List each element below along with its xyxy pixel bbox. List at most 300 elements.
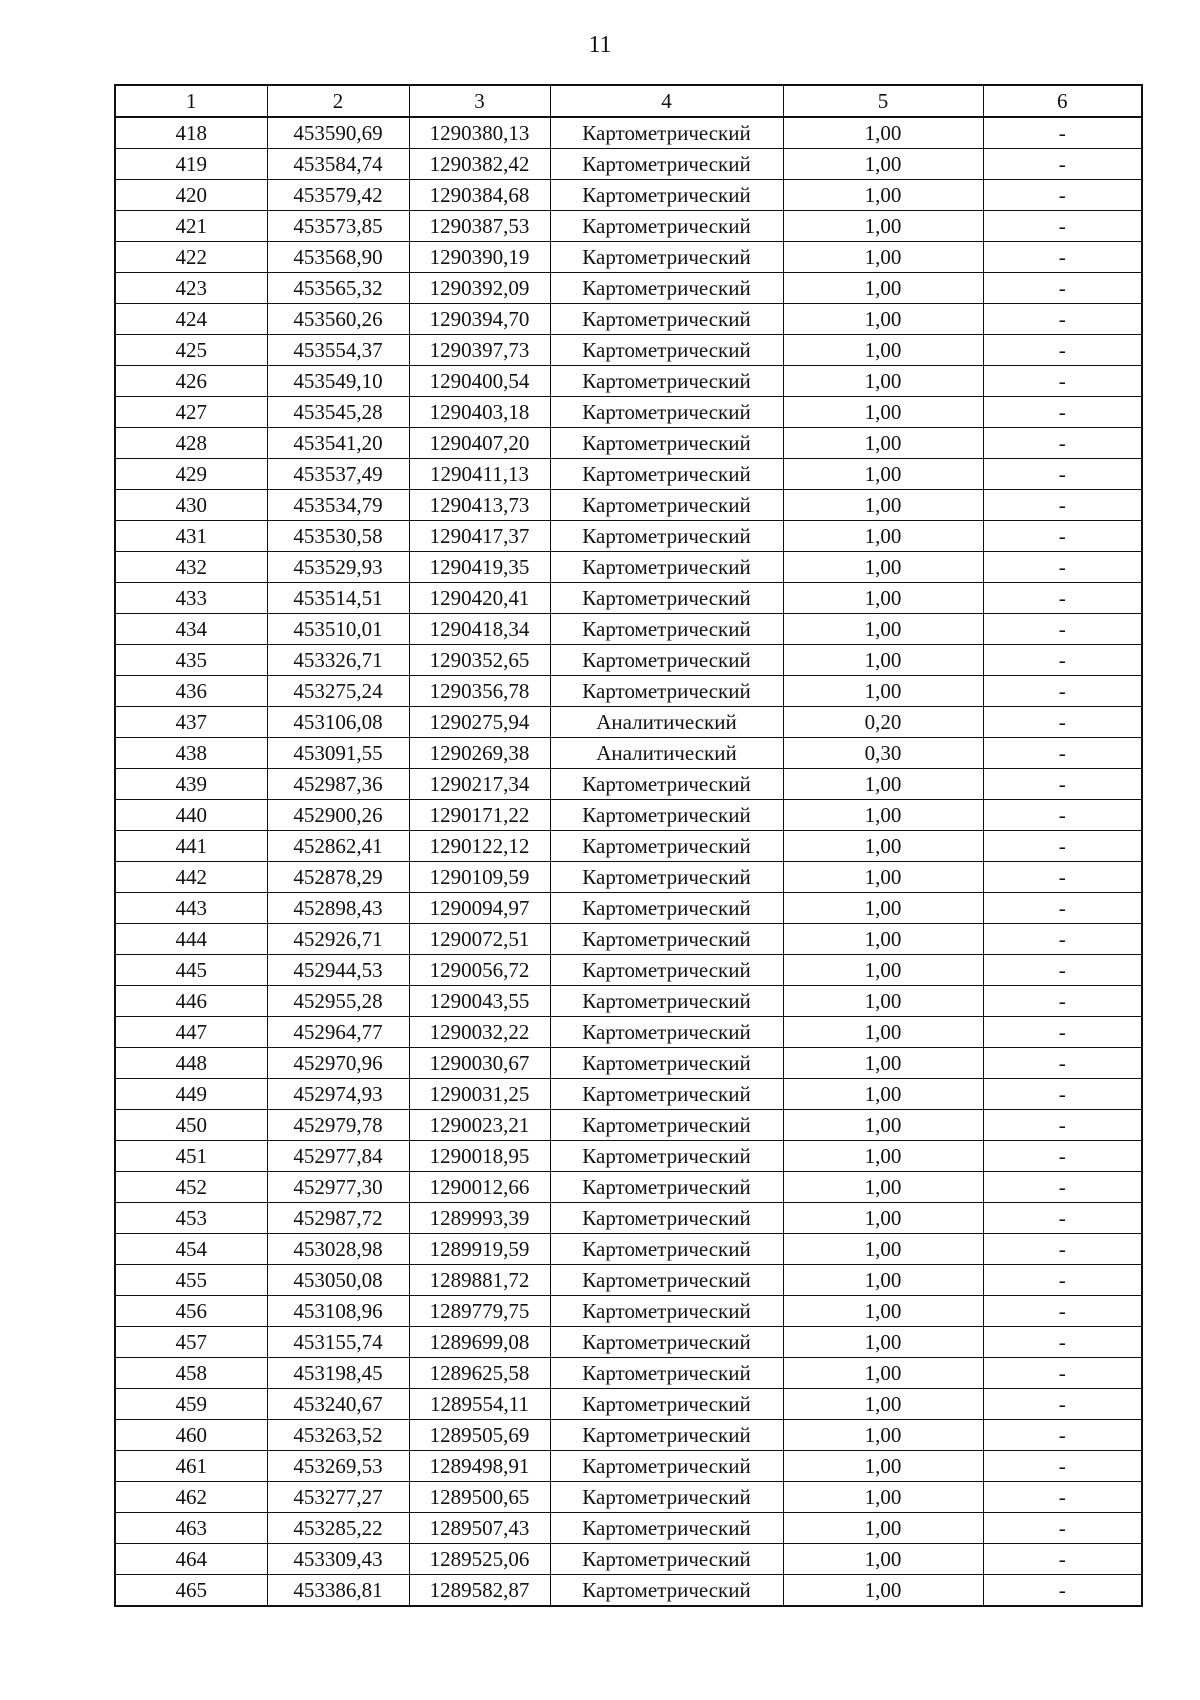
y-coordinate-cell: 1290018,95 [409,1141,550,1172]
x-coordinate-cell: 452979,78 [267,1110,409,1141]
x-coordinate-cell: 452974,93 [267,1079,409,1110]
header-row [115,85,1142,117]
note-cell: - [983,1420,1142,1451]
accuracy-cell: 1,00 [783,1296,983,1327]
table-row [115,552,1142,583]
x-coordinate-cell: 452944,53 [267,955,409,986]
table-row [115,242,1142,273]
note-cell: - [983,1358,1142,1389]
method-cell: Картометрический [550,1141,783,1172]
y-coordinate-cell: 1290356,78 [409,676,550,707]
accuracy-cell: 1,00 [783,769,983,800]
point-number-cell: 462 [115,1482,267,1513]
point-number-cell: 434 [115,614,267,645]
table-row [115,1389,1142,1420]
accuracy-cell: 1,00 [783,117,983,149]
note-cell: - [983,211,1142,242]
method-cell: Картометрический [550,1389,783,1420]
accuracy-cell: 1,00 [783,1327,983,1358]
table-row [115,800,1142,831]
point-number-cell: 425 [115,335,267,366]
point-number-cell: 437 [115,707,267,738]
x-coordinate-cell: 452862,41 [267,831,409,862]
x-coordinate-cell: 452898,43 [267,893,409,924]
accuracy-cell: 1,00 [783,1420,983,1451]
note-cell: - [983,1203,1142,1234]
point-number-cell: 431 [115,521,267,552]
note-cell: - [983,1172,1142,1203]
accuracy-cell: 1,00 [783,645,983,676]
point-number-cell: 455 [115,1265,267,1296]
point-number-cell: 459 [115,1389,267,1420]
accuracy-cell: 1,00 [783,552,983,583]
point-number-cell: 426 [115,366,267,397]
point-number-cell: 419 [115,149,267,180]
method-cell: Картометрический [550,397,783,428]
accuracy-cell: 1,00 [783,1203,983,1234]
accuracy-cell: 1,00 [783,1172,983,1203]
accuracy-cell: 1,00 [783,1544,983,1575]
point-number-cell: 442 [115,862,267,893]
x-coordinate-cell: 453510,01 [267,614,409,645]
method-cell: Картометрический [550,1327,783,1358]
point-number-cell: 422 [115,242,267,273]
note-cell: - [983,955,1142,986]
method-cell: Картометрический [550,459,783,490]
note-cell: - [983,1265,1142,1296]
method-cell: Картометрический [550,180,783,211]
x-coordinate-cell: 453106,08 [267,707,409,738]
y-coordinate-cell: 1290030,67 [409,1048,550,1079]
x-coordinate-cell: 453529,93 [267,552,409,583]
point-number-cell: 447 [115,1017,267,1048]
x-coordinate-cell: 452970,96 [267,1048,409,1079]
x-coordinate-cell: 452964,77 [267,1017,409,1048]
accuracy-cell: 1,00 [783,428,983,459]
table-header [115,85,1142,117]
method-cell: Картометрический [550,862,783,893]
y-coordinate-cell: 1290109,59 [409,862,550,893]
table-row [115,614,1142,645]
y-coordinate-cell: 1289525,06 [409,1544,550,1575]
accuracy-cell: 1,00 [783,273,983,304]
note-cell: - [983,521,1142,552]
accuracy-cell: 1,00 [783,1234,983,1265]
table-row [115,1327,1142,1358]
method-cell: Картометрический [550,1172,783,1203]
point-number-cell: 420 [115,180,267,211]
x-coordinate-cell: 452926,71 [267,924,409,955]
y-coordinate-cell: 1290171,22 [409,800,550,831]
y-coordinate-cell: 1290417,37 [409,521,550,552]
x-coordinate-cell: 452900,26 [267,800,409,831]
y-coordinate-cell: 1290394,70 [409,304,550,335]
table-row [115,1234,1142,1265]
accuracy-cell: 1,00 [783,676,983,707]
accuracy-cell: 1,00 [783,924,983,955]
note-cell: - [983,769,1142,800]
x-coordinate-cell: 452977,84 [267,1141,409,1172]
table-row [115,831,1142,862]
x-coordinate-cell: 453545,28 [267,397,409,428]
column-header-2: 2 [267,85,409,117]
method-cell: Картометрический [550,1048,783,1079]
accuracy-cell: 1,00 [783,1482,983,1513]
x-coordinate-cell: 453530,58 [267,521,409,552]
note-cell: - [983,490,1142,521]
table-row [115,1575,1142,1607]
note-cell: - [983,552,1142,583]
point-number-cell: 444 [115,924,267,955]
x-coordinate-cell: 453514,51 [267,583,409,614]
column-header-3: 3 [409,85,550,117]
table-row [115,1513,1142,1544]
point-number-cell: 432 [115,552,267,583]
accuracy-cell: 1,00 [783,1389,983,1420]
accuracy-cell: 1,00 [783,149,983,180]
y-coordinate-cell: 1289779,75 [409,1296,550,1327]
table-row [115,924,1142,955]
point-number-cell: 465 [115,1575,267,1607]
method-cell: Картометрический [550,1110,783,1141]
point-number-cell: 451 [115,1141,267,1172]
note-cell: - [983,1389,1142,1420]
y-coordinate-cell: 1290419,35 [409,552,550,583]
accuracy-cell: 1,00 [783,1265,983,1296]
point-number-cell: 453 [115,1203,267,1234]
x-coordinate-cell: 453091,55 [267,738,409,769]
table-row [115,1451,1142,1482]
method-cell: Картометрический [550,924,783,955]
table-row [115,428,1142,459]
method-cell: Картометрический [550,428,783,459]
x-coordinate-cell: 452878,29 [267,862,409,893]
note-cell: - [983,149,1142,180]
method-cell: Картометрический [550,1358,783,1389]
method-cell: Картометрический [550,986,783,1017]
method-cell: Картометрический [550,645,783,676]
method-cell: Картометрический [550,366,783,397]
x-coordinate-cell: 453240,67 [267,1389,409,1420]
point-number-cell: 463 [115,1513,267,1544]
table-row [115,117,1142,149]
table-row [115,1296,1142,1327]
y-coordinate-cell: 1290012,66 [409,1172,550,1203]
accuracy-cell: 1,00 [783,1513,983,1544]
note-cell: - [983,645,1142,676]
point-number-cell: 439 [115,769,267,800]
accuracy-cell: 1,00 [783,583,983,614]
y-coordinate-cell: 1289625,58 [409,1358,550,1389]
method-cell: Картометрический [550,831,783,862]
y-coordinate-cell: 1290387,53 [409,211,550,242]
table-row [115,707,1142,738]
accuracy-cell: 1,00 [783,211,983,242]
accuracy-cell: 1,00 [783,490,983,521]
point-number-cell: 449 [115,1079,267,1110]
y-coordinate-cell: 1290413,73 [409,490,550,521]
accuracy-cell: 1,00 [783,1017,983,1048]
y-coordinate-cell: 1289699,08 [409,1327,550,1358]
note-cell: - [983,924,1142,955]
note-cell: - [983,676,1142,707]
y-coordinate-cell: 1290403,18 [409,397,550,428]
accuracy-cell: 0,20 [783,707,983,738]
x-coordinate-cell: 452987,72 [267,1203,409,1234]
y-coordinate-cell: 1289505,69 [409,1420,550,1451]
accuracy-cell: 1,00 [783,862,983,893]
y-coordinate-cell: 1289881,72 [409,1265,550,1296]
table-row [115,211,1142,242]
table-row [115,490,1142,521]
x-coordinate-cell: 453269,53 [267,1451,409,1482]
x-coordinate-cell: 452955,28 [267,986,409,1017]
note-cell: - [983,1017,1142,1048]
x-coordinate-cell: 453541,20 [267,428,409,459]
method-cell: Картометрический [550,1575,783,1607]
accuracy-cell: 1,00 [783,180,983,211]
y-coordinate-cell: 1290275,94 [409,707,550,738]
method-cell: Картометрический [550,1482,783,1513]
table-row [115,1141,1142,1172]
y-coordinate-cell: 1290420,41 [409,583,550,614]
coordinates-table [114,84,1143,1607]
method-cell: Картометрический [550,1017,783,1048]
y-coordinate-cell: 1290392,09 [409,273,550,304]
point-number-cell: 418 [115,117,267,149]
y-coordinate-cell: 1290031,25 [409,1079,550,1110]
y-coordinate-cell: 1290418,34 [409,614,550,645]
x-coordinate-cell: 452977,30 [267,1172,409,1203]
point-number-cell: 460 [115,1420,267,1451]
x-coordinate-cell: 453309,43 [267,1544,409,1575]
point-number-cell: 443 [115,893,267,924]
method-cell: Картометрический [550,614,783,645]
x-coordinate-cell: 453028,98 [267,1234,409,1265]
point-number-cell: 446 [115,986,267,1017]
table-row [115,1420,1142,1451]
y-coordinate-cell: 1289498,91 [409,1451,550,1482]
x-coordinate-cell: 453155,74 [267,1327,409,1358]
table-row [115,304,1142,335]
note-cell: - [983,1141,1142,1172]
y-coordinate-cell: 1290032,22 [409,1017,550,1048]
note-cell: - [983,1079,1142,1110]
method-cell: Картометрический [550,955,783,986]
accuracy-cell: 1,00 [783,521,983,552]
table-row [115,955,1142,986]
point-number-cell: 429 [115,459,267,490]
accuracy-cell: 1,00 [783,955,983,986]
note-cell: - [983,1575,1142,1607]
x-coordinate-cell: 453537,49 [267,459,409,490]
note-cell: - [983,1234,1142,1265]
note-cell: - [983,1513,1142,1544]
table-row [115,1265,1142,1296]
table-row [115,397,1142,428]
y-coordinate-cell: 1289500,65 [409,1482,550,1513]
y-coordinate-cell: 1290384,68 [409,180,550,211]
table-row [115,1017,1142,1048]
point-number-cell: 436 [115,676,267,707]
table-row [115,1048,1142,1079]
point-number-cell: 454 [115,1234,267,1265]
method-cell: Картометрический [550,521,783,552]
y-coordinate-cell: 1289993,39 [409,1203,550,1234]
point-number-cell: 427 [115,397,267,428]
note-cell: - [983,614,1142,645]
y-coordinate-cell: 1290407,20 [409,428,550,459]
accuracy-cell: 1,00 [783,831,983,862]
note-cell: - [983,1327,1142,1358]
note-cell: - [983,862,1142,893]
y-coordinate-cell: 1289919,59 [409,1234,550,1265]
x-coordinate-cell: 453579,42 [267,180,409,211]
method-cell: Картометрический [550,769,783,800]
accuracy-cell: 1,00 [783,304,983,335]
method-cell: Картометрический [550,1203,783,1234]
point-number-cell: 448 [115,1048,267,1079]
note-cell: - [983,273,1142,304]
x-coordinate-cell: 453285,22 [267,1513,409,1544]
accuracy-cell: 1,00 [783,1110,983,1141]
x-coordinate-cell: 453565,32 [267,273,409,304]
method-cell: Картометрический [550,676,783,707]
note-cell: - [983,707,1142,738]
note-cell: - [983,800,1142,831]
note-cell: - [983,583,1142,614]
method-cell: Картометрический [550,335,783,366]
y-coordinate-cell: 1290411,13 [409,459,550,490]
accuracy-cell: 1,00 [783,335,983,366]
accuracy-cell: 1,00 [783,1575,983,1607]
point-number-cell: 457 [115,1327,267,1358]
y-coordinate-cell: 1290072,51 [409,924,550,955]
accuracy-cell: 1,00 [783,986,983,1017]
x-coordinate-cell: 453554,37 [267,335,409,366]
y-coordinate-cell: 1290122,12 [409,831,550,862]
y-coordinate-cell: 1290023,21 [409,1110,550,1141]
table-row [115,1544,1142,1575]
table-row [115,893,1142,924]
y-coordinate-cell: 1290397,73 [409,335,550,366]
note-cell: - [983,366,1142,397]
method-cell: Аналитический [550,707,783,738]
table-body [115,117,1142,1606]
note-cell: - [983,986,1142,1017]
table-row [115,149,1142,180]
y-coordinate-cell: 1290382,42 [409,149,550,180]
point-number-cell: 441 [115,831,267,862]
x-coordinate-cell: 453277,27 [267,1482,409,1513]
note-cell: - [983,831,1142,862]
y-coordinate-cell: 1289582,87 [409,1575,550,1607]
x-coordinate-cell: 453573,85 [267,211,409,242]
point-number-cell: 445 [115,955,267,986]
method-cell: Картометрический [550,273,783,304]
x-coordinate-cell: 452987,36 [267,769,409,800]
y-coordinate-cell: 1290352,65 [409,645,550,676]
accuracy-cell: 1,00 [783,242,983,273]
y-coordinate-cell: 1290390,19 [409,242,550,273]
accuracy-cell: 1,00 [783,1358,983,1389]
y-coordinate-cell: 1290056,72 [409,955,550,986]
table-row [115,676,1142,707]
table-row [115,862,1142,893]
table-row [115,1358,1142,1389]
note-cell: - [983,1451,1142,1482]
y-coordinate-cell: 1289507,43 [409,1513,550,1544]
table-row [115,1203,1142,1234]
point-number-cell: 461 [115,1451,267,1482]
note-cell: - [983,304,1142,335]
note-cell: - [983,397,1142,428]
x-coordinate-cell: 453050,08 [267,1265,409,1296]
point-number-cell: 421 [115,211,267,242]
note-cell: - [983,738,1142,769]
table-row [115,1172,1142,1203]
method-cell: Картометрический [550,1265,783,1296]
method-cell: Картометрический [550,1234,783,1265]
accuracy-cell: 1,00 [783,1451,983,1482]
accuracy-cell: 1,00 [783,893,983,924]
note-cell: - [983,242,1142,273]
y-coordinate-cell: 1290094,97 [409,893,550,924]
x-coordinate-cell: 453275,24 [267,676,409,707]
x-coordinate-cell: 453198,45 [267,1358,409,1389]
point-number-cell: 438 [115,738,267,769]
point-number-cell: 464 [115,1544,267,1575]
method-cell: Картометрический [550,893,783,924]
y-coordinate-cell: 1290043,55 [409,986,550,1017]
note-cell: - [983,893,1142,924]
x-coordinate-cell: 453549,10 [267,366,409,397]
note-cell: - [983,1296,1142,1327]
note-cell: - [983,1544,1142,1575]
x-coordinate-cell: 453386,81 [267,1575,409,1607]
y-coordinate-cell: 1290380,13 [409,117,550,149]
method-cell: Картометрический [550,117,783,149]
y-coordinate-cell: 1289554,11 [409,1389,550,1420]
table-row [115,738,1142,769]
accuracy-cell: 1,00 [783,366,983,397]
accuracy-cell: 0,30 [783,738,983,769]
note-cell: - [983,428,1142,459]
point-number-cell: 458 [115,1358,267,1389]
column-header-5: 5 [783,85,983,117]
column-header-6: 6 [983,85,1142,117]
point-number-cell: 452 [115,1172,267,1203]
method-cell: Картометрический [550,583,783,614]
table-row [115,583,1142,614]
point-number-cell: 430 [115,490,267,521]
table-row [115,1110,1142,1141]
x-coordinate-cell: 453108,96 [267,1296,409,1327]
table-row [115,366,1142,397]
point-number-cell: 424 [115,304,267,335]
method-cell: Картометрический [550,800,783,831]
accuracy-cell: 1,00 [783,1141,983,1172]
y-coordinate-cell: 1290269,38 [409,738,550,769]
point-number-cell: 428 [115,428,267,459]
page-number: 11 [588,32,612,58]
x-coordinate-cell: 453568,90 [267,242,409,273]
note-cell: - [983,1048,1142,1079]
method-cell: Аналитический [550,738,783,769]
table-row [115,273,1142,304]
method-cell: Картометрический [550,1513,783,1544]
point-number-cell: 435 [115,645,267,676]
